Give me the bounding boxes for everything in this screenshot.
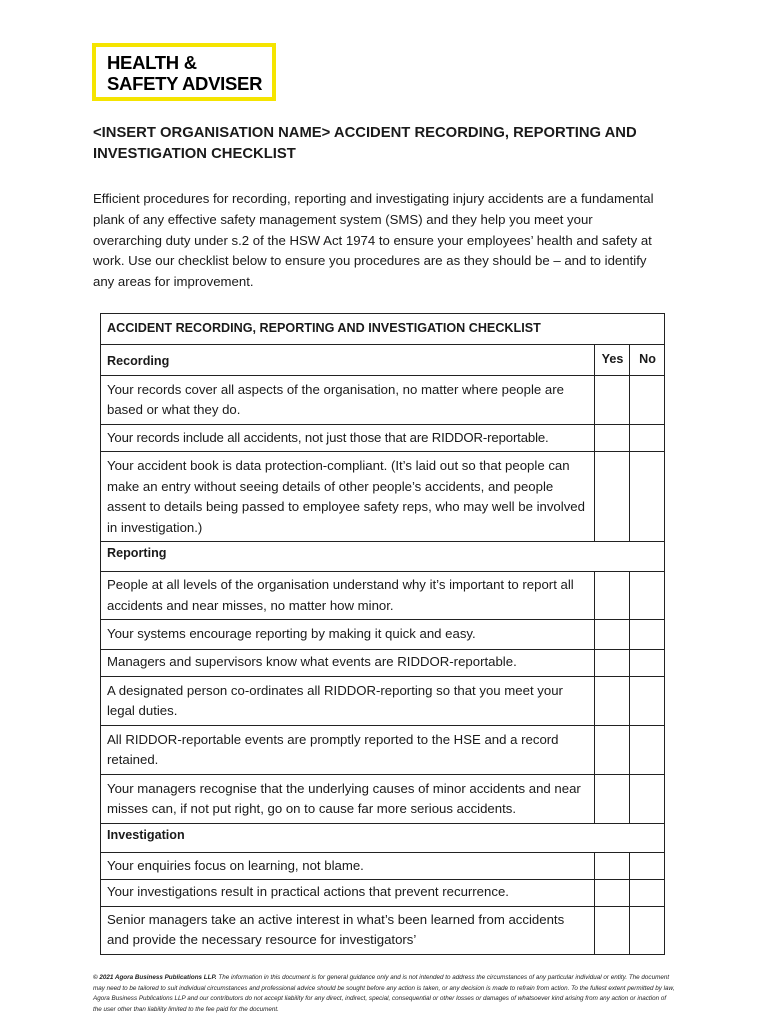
document-title: <INSERT ORGANISATION NAME> ACCIDENT RECORDING, REPORTING AND INVESTIGATION CHECKLIST: [93, 125, 637, 162]
yes-checkbox[interactable]: [595, 650, 630, 677]
section-investigation: Investigation: [101, 823, 665, 852]
yes-checkbox[interactable]: [595, 572, 630, 620]
yes-checkbox[interactable]: [595, 906, 630, 954]
no-checkbox[interactable]: [630, 572, 665, 620]
no-checkbox[interactable]: [630, 424, 665, 452]
yes-checkbox[interactable]: [595, 375, 630, 424]
checklist-item: Senior managers take an active interest in what’s been learned from accidents and provide the necessary resource for investigators’: [101, 906, 595, 954]
no-checkbox[interactable]: [630, 880, 665, 907]
no-checkbox[interactable]: [630, 906, 665, 954]
checklist-item: Your systems encourage reporting by making it quick and easy.: [101, 620, 595, 650]
checklist-item: Your accident book is data protection-compliant. (It’s laid out so that people can make an entry without seeing details of other people’s accidents, and people assent to details being passed to employee safety reps, who may well be involved in investigation.): [101, 452, 595, 542]
legal-footer: [93, 973, 675, 1015]
checklist-item: Managers and supervisors know what events are RIDDOR-reportable.: [101, 650, 595, 677]
yes-checkbox[interactable]: [595, 424, 630, 452]
intro-paragraph: Efficient procedures for recording, reporting and investigating injury accidents are a fundamental plank of any effective safety management system (SMS) and they help you meet your overarching duty under s.2 of the HSW Act 1974 to ensure your employees’ health and safety at work. Use our checklist below to ensure you procedures are as they should be – and to identify any areas for improvement.: [93, 191, 654, 290]
checklist-item: Your records cover all aspects of the organisation, no matter where people are based or what they do.: [101, 375, 595, 424]
yes-column-header: Yes: [595, 345, 630, 376]
no-checkbox[interactable]: [630, 852, 665, 880]
yes-checkbox[interactable]: [595, 774, 630, 823]
checklist-heading: ACCIDENT RECORDING, REPORTING AND INVESTIGATION CHECKLIST: [101, 314, 665, 345]
no-checkbox[interactable]: [630, 620, 665, 650]
checklist-item: Your enquiries focus on learning, not blame.: [101, 852, 595, 880]
no-checkbox[interactable]: [630, 725, 665, 774]
checklist-item: Your records include all accidents, not just those that are RIDDOR-reportable.: [101, 424, 595, 452]
brand-logo: [92, 43, 276, 101]
checklist-item: A designated person co-ordinates all RIDDOR-reporting so that you meet your legal duties.: [101, 676, 595, 725]
copyright-notice: © 2021 Agora Business Publications LLP.: [93, 974, 217, 981]
logo-line-1: HEALTH &: [107, 52, 197, 73]
disclaimer-text: The information in this document is for general guidance only and is not intended to address the circumstances of any particular individual or entity. The document may need to be tailored to suit individual circumstances and professional advice should be sought before any action is taken, or any decision is made to refrain from action. To the fullest extent permitted by law, Agora Business Publications LLP and our contributors do not accept liability for any direct, indirect, special, consequential or other losses or damages of whatsoever kind arising from any action or inaction of the user other than liability limited to the fee paid for the document.: [93, 974, 675, 1013]
section-reporting: Reporting: [101, 542, 665, 572]
yes-checkbox[interactable]: [595, 725, 630, 774]
yes-checkbox[interactable]: [595, 880, 630, 907]
no-checkbox[interactable]: [630, 676, 665, 725]
no-checkbox[interactable]: [630, 774, 665, 823]
section-recording: Recording: [101, 345, 595, 376]
no-checkbox[interactable]: [630, 375, 665, 424]
yes-checkbox[interactable]: [595, 852, 630, 880]
checklist-item: Your investigations result in practical actions that prevent recurrence.: [101, 880, 595, 907]
yes-checkbox[interactable]: [595, 620, 630, 650]
no-column-header: No: [630, 345, 665, 376]
yes-checkbox[interactable]: [595, 676, 630, 725]
checklist-item: Your managers recognise that the underlying causes of minor accidents and near misses can, if not put right, go on to cause far more serious accidents.: [101, 774, 595, 823]
yes-checkbox[interactable]: [595, 452, 630, 542]
checklist-table: [100, 313, 665, 955]
no-checkbox[interactable]: [630, 452, 665, 542]
checklist-item: People at all levels of the organisation understand why it’s important to report all accidents and near misses, no matter how minor.: [101, 572, 595, 620]
logo-line-2: SAFETY ADVISER: [107, 73, 263, 94]
no-checkbox[interactable]: [630, 650, 665, 677]
checklist-item: All RIDDOR-reportable events are promptly reported to the HSE and a record retained.: [101, 725, 595, 774]
